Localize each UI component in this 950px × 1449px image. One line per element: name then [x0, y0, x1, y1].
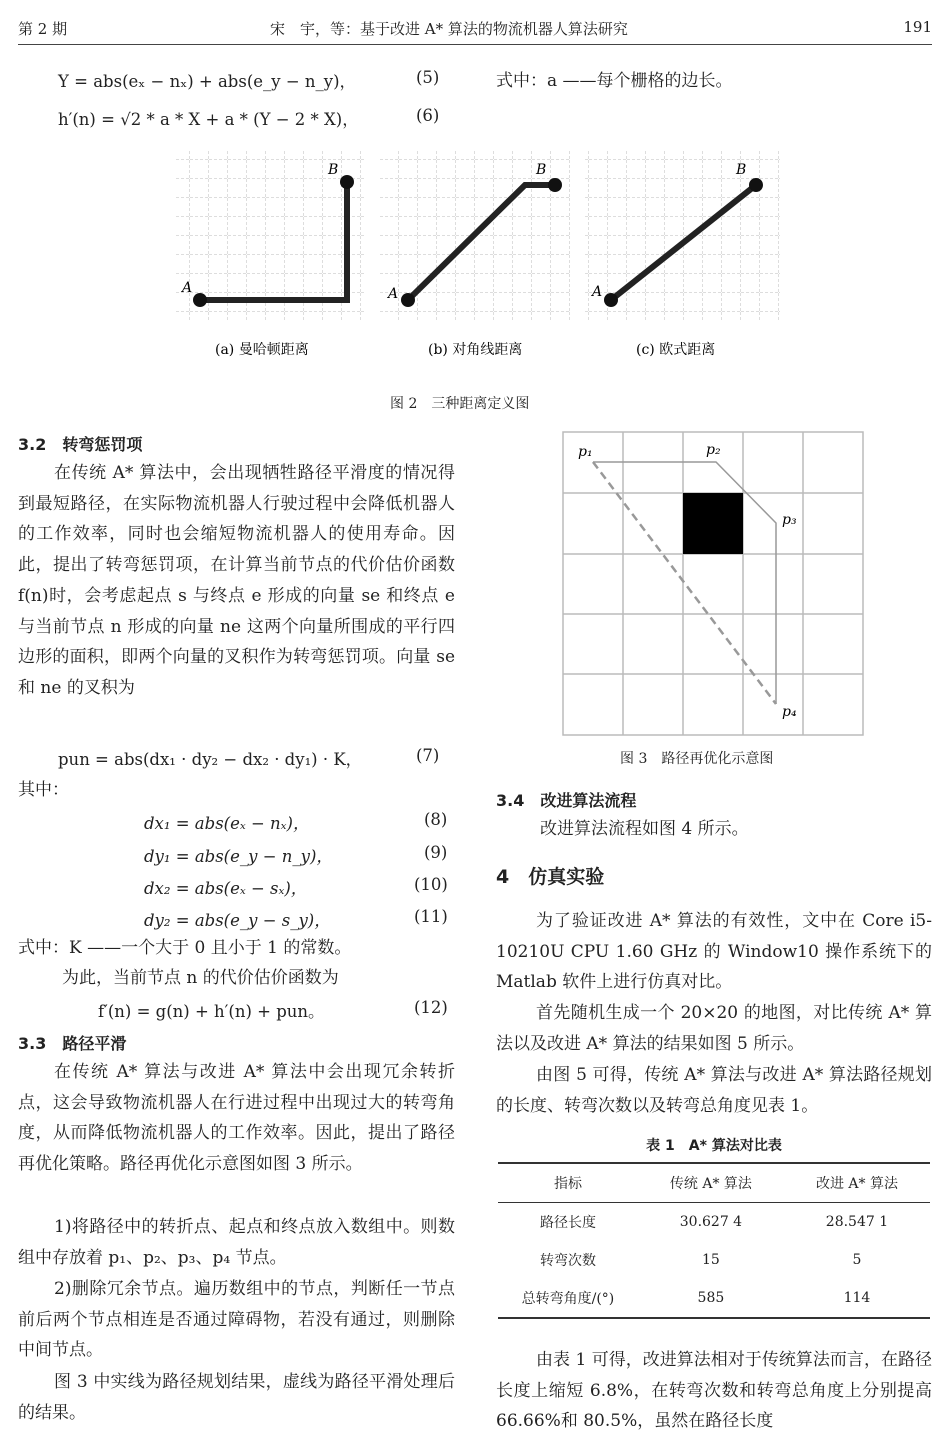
- where-label: 其中：: [18, 780, 69, 800]
- subcaption-a: (a) 曼哈顿距离: [215, 342, 309, 358]
- k-definition: 式中：K ——一个大于 0 且小于 1 的常数。: [18, 938, 352, 958]
- label-p2: p₂: [706, 442, 721, 458]
- label-b-manhattan: B: [328, 162, 339, 178]
- table-row: [498, 1241, 930, 1279]
- subcaption-c: (c) 欧式距离: [636, 342, 716, 358]
- section-3-3-paragraph-3: 2)删除冗余节点。遍历数组中的节点，判断任一节点前后两个节点相连是否通过障碍物，若没有通过，则删除中间节点。: [18, 1279, 455, 1361]
- figure-2-caption: 图 2 三种距离定义图: [390, 396, 530, 412]
- table-cell: 5: [852, 1252, 862, 1268]
- table-cell: 15: [702, 1252, 720, 1268]
- section-3-2-heading: 3.2 转弯惩罚项: [18, 435, 143, 454]
- equation-7: pun = abs(dx₁ · dy₂ − dx₂ · dy₁) · K，: [58, 750, 363, 769]
- point-a-diagonal: [401, 293, 415, 307]
- equation-9: dy₁ = abs(e_y − n_y)，: [144, 847, 333, 866]
- table-cell: 转弯次数: [539, 1253, 596, 1269]
- table-cell: 30.627 4: [679, 1214, 743, 1230]
- equation-12: f′(n) = g(n) + h′(n) + pun。: [98, 1002, 325, 1021]
- equation-8: dx₁ = abs(eₓ − nₓ)，: [144, 814, 310, 833]
- point-b-diagonal: [548, 178, 562, 192]
- equation-5: Y = abs(eₓ − nₓ) + abs(e_y − n_y)，: [58, 72, 357, 91]
- point-a-euclidean: [604, 293, 618, 307]
- section-3-3-paragraph-4: 图 3 中实线为路径规划结果，虚线为路径平滑处理后的结果。: [18, 1372, 455, 1423]
- subcaption-b: (b) 对角线距离: [428, 342, 523, 358]
- label-p1: p₁: [578, 444, 593, 460]
- section-3-2-paragraph: 在传统 A* 算法中，会出现牺牲路径平滑度的情况得到最短路径，在实际物流机器人行驶过程中会降低机器人的工作效率，同时也会缩短物流机器人的使用寿命。因此，提出了转弯惩罚项，在计算当前节点的代价估价函数 f(n)时，会考虑起点 s 与终点 e 形成的向量 se 和终点 e 与当前节点 n 形成的向量 ne 这两个向量所围成的平行四边形的面积，即两个向量的叉积作为转弯惩罚项。向量 se 和 ne 的叉积为: [18, 463, 455, 698]
- equation-5-number: (5): [416, 68, 440, 87]
- equation-6-number: (6): [416, 106, 440, 125]
- table-row: [498, 1203, 930, 1242]
- table-1-title: 表 1 A* 算法对比表: [646, 1138, 782, 1154]
- section-3-3-paragraph-1: 在传统 A* 算法与改进 A* 算法中会出现冗余转折点，这会导致物流机器人在行进过程中出现过大的转弯角度，从而降低物流机器人的工作效率。因此，提出了路径再优化策略。路径再优化示意图如图 3 所示。: [18, 1062, 455, 1175]
- section-4-paragraph-3: 由图 5 可得，传统 A* 算法与改进 A* 算法路径规划的长度、转弯次数以及转弯总角度见表 1。: [496, 1065, 932, 1116]
- table-header-metric: 指标: [553, 1176, 582, 1192]
- table-row: [498, 1279, 930, 1318]
- running-title: 宋 宇，等：基于改进 A* 算法的物流机器人算法研究: [270, 20, 628, 38]
- equation-11-number: (11): [414, 907, 448, 926]
- equation-8-number: (8): [424, 810, 448, 829]
- figure-3-grid: [563, 432, 863, 735]
- label-a-euclidean: A: [592, 284, 603, 300]
- equation-10: dx₂ = abs(eₓ − sₓ)，: [144, 879, 308, 898]
- section-3-4-paragraph: 改进算法流程如图 4 所示。: [540, 819, 749, 839]
- journal-issue: 第 2 期: [18, 20, 68, 38]
- label-p4: p₄: [782, 704, 797, 720]
- equation-10-number: (10): [414, 875, 448, 894]
- cost-function-intro: 为此，当前节点 n 的代价估价函数为: [62, 968, 339, 988]
- section-4-heading: 4 仿真实验: [496, 866, 605, 888]
- table-header-traditional: 传统 A* 算法: [669, 1176, 752, 1192]
- equation-6: h′(n) = √2 * a * X + a * (Y − 2 * X)，: [58, 110, 359, 129]
- equation-9-number: (9): [424, 843, 448, 862]
- section-4-paragraph-2: 首先随机生成一个 20×20 的地图，对比传统 A* 算法以及改进 A* 算法的结果如图 5 所示。: [496, 1003, 932, 1054]
- label-a-manhattan: A: [182, 280, 193, 296]
- label-b-diagonal: B: [536, 162, 547, 178]
- equation-11: dy₂ = abs(e_y − s_y)，: [144, 911, 331, 930]
- page-number: 191: [903, 18, 932, 36]
- figure-3-caption: 图 3 路径再优化示意图: [620, 751, 774, 767]
- section-3-3-heading: 3.3 路径平滑: [18, 1034, 127, 1053]
- table-cell: 路径长度: [539, 1215, 596, 1231]
- figure-3: [556, 428, 870, 742]
- comparison-table: [498, 1162, 930, 1319]
- label-b-euclidean: B: [736, 162, 747, 178]
- header-rule: [18, 44, 932, 45]
- point-b-euclidean: [749, 178, 763, 192]
- obstacle-cell: [683, 493, 743, 554]
- section-4-paragraph-4: 由表 1 可得，改进算法相对于传统算法而言，在路径长度上缩短 6.8%，在转弯次数和转弯总角度上分别提高 66.66%和 80.5%，虽然在路径长度: [496, 1350, 932, 1432]
- equation-7-number: (7): [416, 746, 440, 765]
- section-3-3-paragraph-2: 1)将路径中的转折点、起点和终点放入数组中。则数组中存放着 p₁、p₂、p₃、p₄ 节点。: [18, 1217, 455, 1268]
- section-4-paragraph-1: 为了验证改进 A* 算法的有效性，文中在 Core i5-10210U CPU 1.60 GHz 的 Window10 操作系统下的 Matlab 软件上进行仿真对比。: [496, 911, 932, 993]
- table-cell: 114: [843, 1290, 871, 1306]
- table-header-improved: 改进 A* 算法: [815, 1176, 898, 1192]
- figure-2: [170, 140, 790, 370]
- table-cell: 585: [697, 1290, 725, 1306]
- label-p3: p₃: [782, 512, 797, 528]
- label-a-diagonal: A: [388, 286, 399, 302]
- edge-length-note: 式中：a ——每个栅格的边长。: [496, 71, 733, 91]
- table-cell: 总转弯角度/(°): [521, 1291, 615, 1307]
- table-cell: 28.547 1: [825, 1214, 889, 1230]
- point-a-manhattan: [193, 293, 207, 307]
- section-3-4-heading: 3.4 改进算法流程: [496, 791, 637, 810]
- point-b-manhattan: [340, 175, 354, 189]
- equation-12-number: (12): [414, 998, 448, 1017]
